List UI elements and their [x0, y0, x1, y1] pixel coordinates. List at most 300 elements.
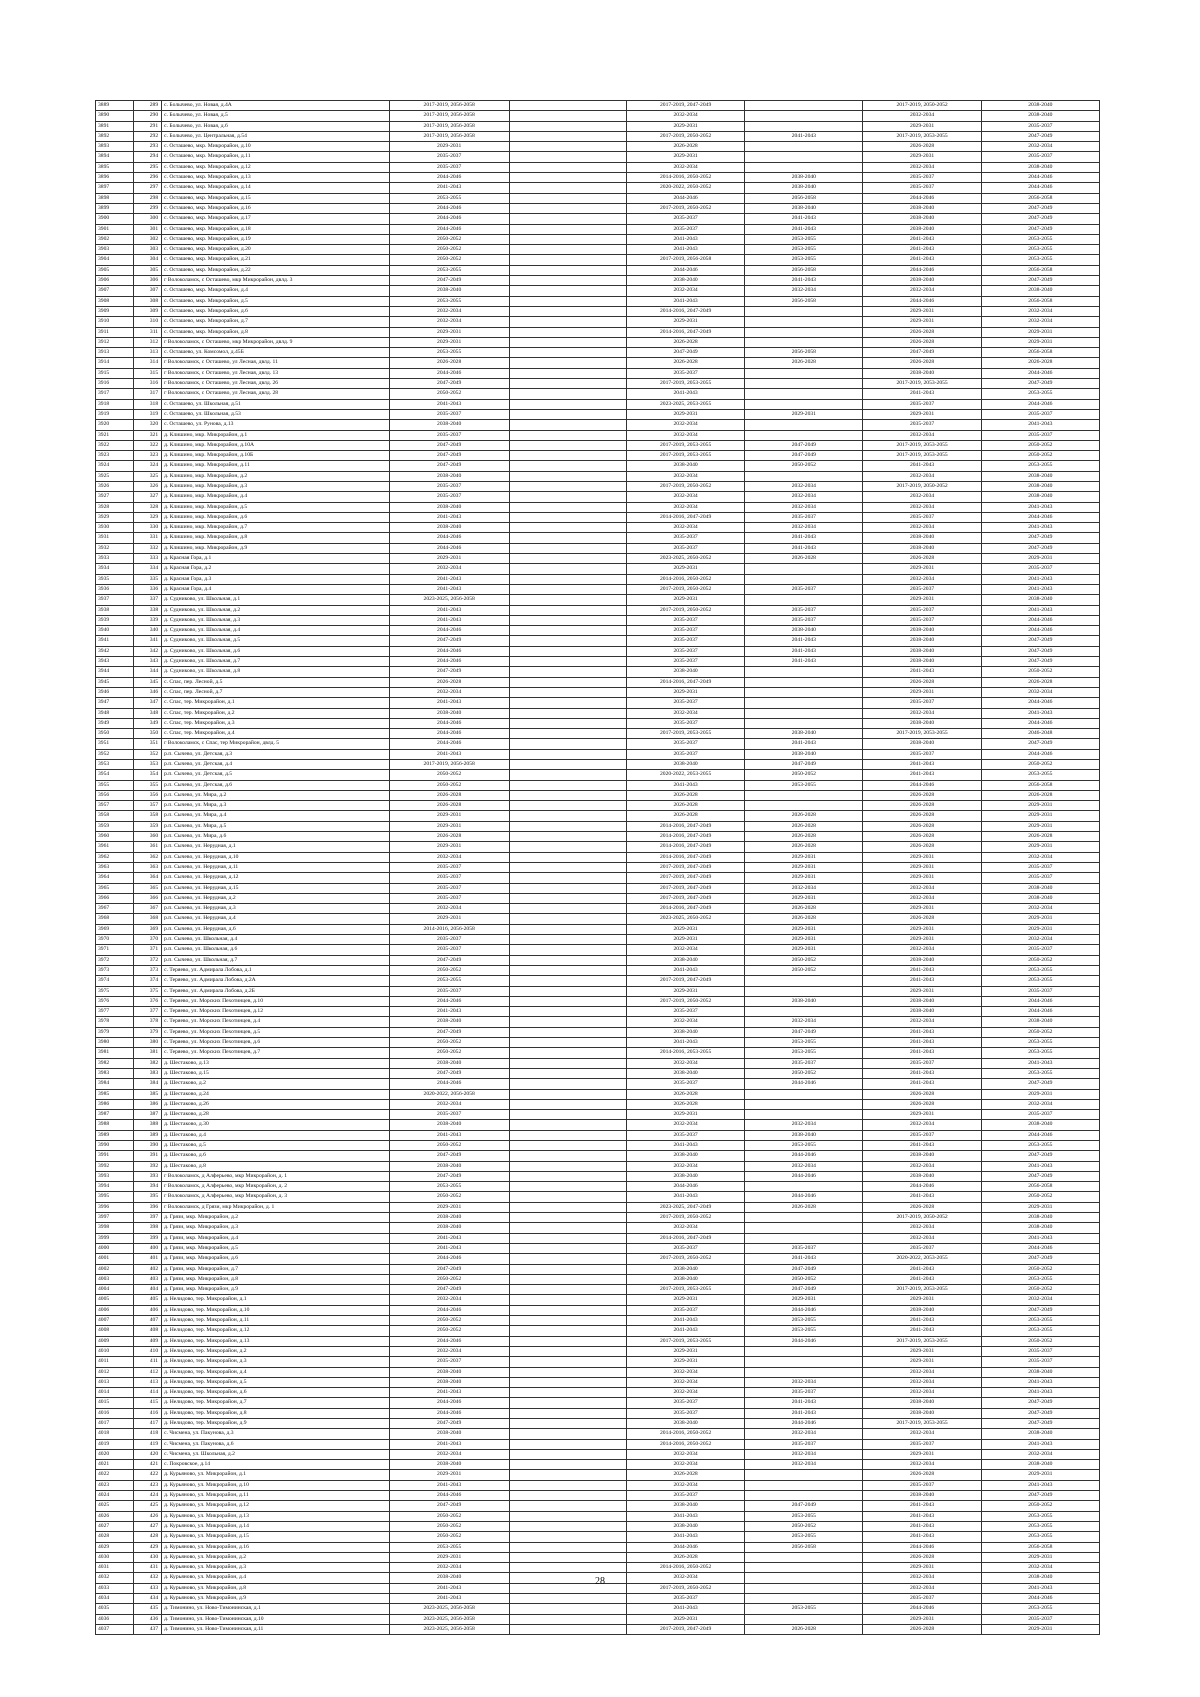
cell-period-d: 2032-2034: [745, 502, 863, 512]
cell-period-c: 2038-2040: [627, 1521, 745, 1531]
cell-period-e: 2038-2040: [863, 718, 981, 728]
cell-address: с. Спас, пер. Лесной, д.5: [162, 677, 389, 687]
cell-item-number: 333: [134, 554, 162, 564]
cell-period-e: 2035-2037: [863, 749, 981, 759]
cell-period-a: 2044-2046: [389, 657, 509, 667]
cell-period-e: 2038-2040: [863, 657, 981, 667]
cell-period-b: [509, 409, 626, 419]
cell-address: г Волоколамск, с Осташево, ул Лесная, двлд. 11: [162, 358, 389, 368]
cell-period-c: 2032-2034: [627, 945, 745, 955]
cell-period-c: 2035-2037: [627, 533, 745, 543]
cell-period-c: 2026-2028: [627, 142, 745, 152]
cell-period-c: 2017-2019, 2050-2052: [627, 481, 745, 491]
cell-period-c: 2041-2043: [627, 234, 745, 244]
cell-item-number: 368: [134, 914, 162, 924]
cell-period-e: 2041-2043: [863, 770, 981, 780]
cell-period-c: 2032-2034: [627, 420, 745, 430]
cell-address: д. Нелидово, тер. Микрорайон, д.13: [162, 1336, 389, 1346]
cell-period-e: 2041-2043: [863, 1264, 981, 1274]
cell-period-d: [745, 986, 863, 996]
table-row: [96, 626, 1100, 636]
cell-period-a: 2047-2049: [389, 1501, 509, 1511]
cell-item-number: 324: [134, 461, 162, 471]
table-row: [96, 1367, 1100, 1377]
cell-period-d: [745, 801, 863, 811]
cell-period-c: 2038-2040: [627, 1027, 745, 1037]
table-row: [96, 955, 1100, 965]
cell-period-c: 2014-2016, 2050-2052: [627, 173, 745, 183]
cell-item-number: 386: [134, 1099, 162, 1109]
cell-period-c: 2014-2016, 2047-2049: [627, 821, 745, 831]
cell-item-number: 318: [134, 399, 162, 409]
cell-period-c: 2041-2043: [627, 1604, 745, 1614]
cell-row-number: 3897: [96, 183, 134, 193]
cell-period-c: 2041-2043: [627, 1192, 745, 1202]
cell-address: д. Судниково, ул. Школьная, д.8: [162, 667, 389, 677]
cell-period-d: 2032-2034: [745, 481, 863, 491]
cell-period-c: 2035-2037: [627, 224, 745, 234]
cell-period-c: 2014-2016, 2047-2049: [627, 852, 745, 862]
cell-period-b: [509, 965, 626, 975]
cell-address: д. Курьяново, ул. Микрорайон, д.3: [162, 1563, 389, 1573]
cell-period-c: 2038-2040: [627, 955, 745, 965]
cell-period-e: 2035-2037: [863, 1130, 981, 1140]
cell-item-number: 413: [134, 1377, 162, 1387]
cell-period-f: 2041-2043: [981, 1480, 1099, 1490]
cell-period-e: 2032-2034: [863, 286, 981, 296]
cell-period-e: 2035-2037: [863, 420, 981, 430]
cell-period-b: [509, 492, 626, 502]
cell-period-a: 2047-2049: [389, 1068, 509, 1078]
cell-period-c: 2041-2043: [627, 965, 745, 975]
table-row: [96, 1130, 1100, 1140]
cell-period-d: 2053-2055: [745, 1140, 863, 1150]
cell-period-b: [509, 523, 626, 533]
cell-period-b: [509, 1429, 626, 1439]
cell-item-number: 404: [134, 1285, 162, 1295]
cell-period-d: 2053-2055: [745, 1048, 863, 1058]
cell-period-a: 2035-2037: [389, 883, 509, 893]
cell-address: д. Тимонино, ул. Ново-Тимонинская, д.11: [162, 1624, 389, 1634]
cell-period-e: 2041-2043: [863, 1326, 981, 1336]
cell-item-number: 319: [134, 409, 162, 419]
table-row: [96, 1171, 1100, 1181]
cell-period-c: 2032-2034: [627, 1573, 745, 1583]
cell-period-d: 2029-2031: [745, 852, 863, 862]
cell-period-d: 2026-2028: [745, 904, 863, 914]
cell-row-number: 3992: [96, 1161, 134, 1171]
cell-period-f: 2056-2058: [981, 1182, 1099, 1192]
cell-address: с. Осташево, мкр. Микрорайон, д.20: [162, 245, 389, 255]
cell-period-d: [745, 1233, 863, 1243]
cell-period-b: [509, 1316, 626, 1326]
cell-period-d: [745, 1491, 863, 1501]
cell-period-e: 2026-2028: [863, 358, 981, 368]
cell-address: д. Шестаково, д.28: [162, 1110, 389, 1120]
table-row: [96, 708, 1100, 718]
table-row: [96, 533, 1100, 543]
cell-period-c: 2032-2034: [627, 1377, 745, 1387]
cell-address: д. Судниково, ул. Школьная, д.6: [162, 646, 389, 656]
cell-period-a: 2035-2037: [389, 935, 509, 945]
cell-period-d: [745, 1594, 863, 1604]
cell-period-c: 2038-2040: [627, 276, 745, 286]
cell-period-e: 2017-2019, 2050-2052: [863, 1213, 981, 1223]
cell-row-number: 3975: [96, 986, 134, 996]
cell-period-e: 2035-2037: [863, 1058, 981, 1068]
cell-row-number: 4015: [96, 1398, 134, 1408]
table-row: [96, 677, 1100, 687]
cell-period-f: 2044-2046: [981, 183, 1099, 193]
cell-item-number: 310: [134, 317, 162, 327]
cell-row-number: 4018: [96, 1429, 134, 1439]
cell-row-number: 3991: [96, 1151, 134, 1161]
cell-period-b: [509, 760, 626, 770]
cell-period-e: 2038-2040: [863, 1007, 981, 1017]
cell-row-number: 3954: [96, 770, 134, 780]
cell-period-b: [509, 1285, 626, 1295]
cell-row-number: 3903: [96, 245, 134, 255]
cell-row-number: 3981: [96, 1048, 134, 1058]
cell-period-a: 2041-2043: [389, 574, 509, 584]
cell-period-c: 2035-2037: [627, 1007, 745, 1017]
cell-period-e: 2038-2040: [863, 1171, 981, 1181]
cell-period-c: 2029-2031: [627, 1295, 745, 1305]
cell-period-d: 2050-2052: [745, 965, 863, 975]
cell-item-number: 432: [134, 1573, 162, 1583]
cell-row-number: 3942: [96, 646, 134, 656]
cell-period-f: 2026-2028: [981, 677, 1099, 687]
cell-period-c: 2020-2022, 2050-2052: [627, 183, 745, 193]
cell-period-a: 2044-2046: [389, 739, 509, 749]
cell-address: с. Осташево, ул. Комсомол, д.45Б: [162, 348, 389, 358]
cell-period-f: 2029-2031: [981, 327, 1099, 337]
cell-period-f: 2038-2040: [981, 286, 1099, 296]
cell-period-e: 2029-2031: [863, 935, 981, 945]
cell-period-f: 2044-2046: [981, 626, 1099, 636]
cell-period-e: 2035-2037: [863, 1243, 981, 1253]
cell-period-e: 2041-2043: [863, 234, 981, 244]
table-row: [96, 667, 1100, 677]
cell-row-number: 3935: [96, 574, 134, 584]
cell-address: д. Судниково, ул. Школьная, д.1: [162, 595, 389, 605]
cell-period-f: 2032-2034: [981, 142, 1099, 152]
cell-period-d: 2041-2043: [745, 739, 863, 749]
cell-period-c: 2035-2037: [627, 646, 745, 656]
table-row: [96, 883, 1100, 893]
cell-item-number: 304: [134, 255, 162, 265]
table-row: [96, 574, 1100, 584]
cell-period-a: 2032-2034: [389, 1563, 509, 1573]
cell-period-a: 2032-2034: [389, 852, 509, 862]
cell-period-c: 2029-2031: [627, 986, 745, 996]
cell-period-a: 2044-2046: [389, 1254, 509, 1264]
table-row: [96, 945, 1100, 955]
cell-period-e: 2029-2031: [863, 1614, 981, 1624]
cell-row-number: 3907: [96, 286, 134, 296]
cell-period-a: 2047-2049: [389, 955, 509, 965]
cell-period-f: 2041-2043: [981, 1388, 1099, 1398]
cell-period-b: [509, 698, 626, 708]
cell-period-d: 2032-2034: [745, 523, 863, 533]
cell-row-number: 3900: [96, 214, 134, 224]
cell-address: с. Осташево, мкр. Микрорайон, д.22: [162, 265, 389, 275]
cell-period-b: [509, 389, 626, 399]
cell-row-number: 4012: [96, 1367, 134, 1377]
cell-period-e: 2026-2028: [863, 1470, 981, 1480]
table-row: [96, 1079, 1100, 1089]
cell-period-e: 2044-2046: [863, 1604, 981, 1614]
cell-item-number: 364: [134, 873, 162, 883]
cell-period-d: [745, 574, 863, 584]
cell-row-number: 3902: [96, 234, 134, 244]
cell-period-c: 2017-2019, 2056-2058: [627, 255, 745, 265]
cell-period-b: [509, 1614, 626, 1624]
table-row: [96, 245, 1100, 255]
cell-item-number: 398: [134, 1223, 162, 1233]
cell-row-number: 4005: [96, 1295, 134, 1305]
cell-item-number: 317: [134, 389, 162, 399]
table-row: [96, 1233, 1100, 1243]
table-row: [96, 1007, 1100, 1017]
table-row: [96, 173, 1100, 183]
cell-item-number: 356: [134, 790, 162, 800]
cell-period-c: 2029-2031: [627, 564, 745, 574]
table-row: [96, 760, 1100, 770]
cell-address: д. Судниково, ул. Школьная, д.5: [162, 636, 389, 646]
cell-item-number: 402: [134, 1264, 162, 1274]
cell-period-d: [745, 420, 863, 430]
cell-row-number: 3947: [96, 698, 134, 708]
cell-item-number: 326: [134, 481, 162, 491]
cell-period-f: 2053-2055: [981, 1511, 1099, 1521]
cell-item-number: 351: [134, 739, 162, 749]
cell-address: д. Клишино, мкр. Микрорайон, д.3: [162, 481, 389, 491]
cell-period-c: 2044-2046: [627, 1182, 745, 1192]
cell-period-a: 2035-2037: [389, 162, 509, 172]
cell-period-b: [509, 1079, 626, 1089]
cell-item-number: 307: [134, 286, 162, 296]
cell-address: с. Чисмена, ул. Пакунова, д.3: [162, 1429, 389, 1439]
cell-period-e: 2017-2019, 2053-2055: [863, 729, 981, 739]
cell-period-e: 2038-2040: [863, 626, 981, 636]
cell-period-f: 2041-2043: [981, 1377, 1099, 1387]
table-row: [96, 317, 1100, 327]
cell-period-d: 2038-2040: [745, 626, 863, 636]
cell-address: д. Курьяново, ул. Микрорайон, д.16: [162, 1542, 389, 1552]
cell-period-b: [509, 451, 626, 461]
cell-item-number: 342: [134, 646, 162, 656]
cell-period-a: 2032-2034: [389, 1099, 509, 1109]
cell-period-c: 2032-2034: [627, 1017, 745, 1027]
cell-period-e: 2032-2034: [863, 883, 981, 893]
cell-period-d: 2032-2034: [745, 883, 863, 893]
cell-period-a: 2044-2046: [389, 224, 509, 234]
cell-period-d: [745, 121, 863, 131]
cell-period-b: [509, 657, 626, 667]
cell-address: р.п. Сычево, ул. Школьная, д.6: [162, 945, 389, 955]
cell-address: д. Нелидово, тер. Микрорайон, д.10: [162, 1305, 389, 1315]
cell-period-e: 2026-2028: [863, 914, 981, 924]
cell-row-number: 4004: [96, 1285, 134, 1295]
cell-period-b: [509, 234, 626, 244]
cell-period-d: 2041-2043: [745, 636, 863, 646]
cell-period-c: 2014-2016, 2050-2052: [627, 1429, 745, 1439]
cell-period-f: 2041-2043: [981, 1058, 1099, 1068]
cell-period-e: 2032-2034: [863, 471, 981, 481]
cell-period-a: 2038-2040: [389, 1460, 509, 1470]
cell-address: д. Курьяново, ул. Микрорайон, д.9: [162, 1594, 389, 1604]
cell-period-f: 2029-2031: [981, 801, 1099, 811]
cell-period-e: 2038-2040: [863, 368, 981, 378]
cell-period-c: 2038-2040: [627, 760, 745, 770]
cell-period-a: 2044-2046: [389, 996, 509, 1006]
cell-address: с. Теряево, ул. Морских Пехотинцев, д.7: [162, 1048, 389, 1058]
cell-row-number: 3946: [96, 687, 134, 697]
cell-row-number: 4027: [96, 1521, 134, 1531]
table-row: [96, 481, 1100, 491]
cell-item-number: 376: [134, 996, 162, 1006]
cell-item-number: 400: [134, 1243, 162, 1253]
table-row: [96, 832, 1100, 842]
cell-period-a: 2032-2034: [389, 904, 509, 914]
cell-item-number: 384: [134, 1079, 162, 1089]
cell-period-f: 2053-2055: [981, 1316, 1099, 1326]
table-row: [96, 1068, 1100, 1078]
cell-period-a: 2029-2031: [389, 914, 509, 924]
cell-period-c: 2035-2037: [627, 1130, 745, 1140]
cell-period-f: 2032-2034: [981, 1099, 1099, 1109]
cell-period-b: [509, 142, 626, 152]
cell-period-a: 2038-2040: [389, 1367, 509, 1377]
table-row: [96, 142, 1100, 152]
cell-period-a: 2044-2046: [389, 646, 509, 656]
cell-period-d: 2026-2028: [745, 358, 863, 368]
cell-period-d: 2038-2040: [745, 996, 863, 1006]
cell-period-a: 2050-2052: [389, 1511, 509, 1521]
cell-period-c: 2017-2019, 2053-2055: [627, 1285, 745, 1295]
cell-row-number: 3966: [96, 893, 134, 903]
cell-period-c: 2029-2031: [627, 687, 745, 697]
cell-address: д. Клишино, мкр. Микрорайон, д.10А: [162, 440, 389, 450]
cell-period-f: 2032-2034: [981, 904, 1099, 914]
cell-period-f: 2029-2031: [981, 924, 1099, 934]
cell-period-d: 2056-2058: [745, 348, 863, 358]
table-row: [96, 1470, 1100, 1480]
cell-period-c: 2032-2034: [627, 1058, 745, 1068]
cell-period-a: 2047-2049: [389, 379, 509, 389]
cell-period-c: 2032-2034: [627, 111, 745, 121]
cell-address: р.п. Сычево, ул. Нерудная, д.4: [162, 914, 389, 924]
cell-period-d: 2044-2046: [745, 1151, 863, 1161]
cell-period-c: 2029-2031: [627, 317, 745, 327]
cell-period-f: 2047-2049: [981, 214, 1099, 224]
cell-period-b: [509, 286, 626, 296]
cell-row-number: 4014: [96, 1388, 134, 1398]
table-row: [96, 1552, 1100, 1562]
cell-address: д. Клишино, мкр. Микрорайон, д.11: [162, 461, 389, 471]
cell-row-number: 3953: [96, 760, 134, 770]
cell-period-e: 2029-2031: [863, 121, 981, 131]
cell-address: д. Шестаково, д.2: [162, 1079, 389, 1089]
cell-address: д. Красная Гора, д.4: [162, 584, 389, 594]
cell-period-b: [509, 173, 626, 183]
cell-period-b: [509, 1419, 626, 1429]
cell-period-d: 2041-2043: [745, 131, 863, 141]
cell-period-f: 2044-2046: [981, 996, 1099, 1006]
cell-address: д. Нелидово, тер. Микрорайон, д.7: [162, 1398, 389, 1408]
cell-period-f: 2035-2037: [981, 1346, 1099, 1356]
cell-period-f: 2035-2037: [981, 430, 1099, 440]
cell-period-b: [509, 1532, 626, 1542]
table-row: [96, 1357, 1100, 1367]
table-row: [96, 1439, 1100, 1449]
cell-row-number: 4020: [96, 1449, 134, 1459]
cell-item-number: 321: [134, 430, 162, 440]
cell-item-number: 358: [134, 811, 162, 821]
cell-address: д. Шестаково, д.13: [162, 1058, 389, 1068]
cell-period-e: 2044-2046: [863, 780, 981, 790]
cell-period-d: [745, 1089, 863, 1099]
cell-row-number: 3927: [96, 492, 134, 502]
cell-period-d: [745, 718, 863, 728]
cell-period-b: [509, 1027, 626, 1037]
cell-row-number: 4033: [96, 1583, 134, 1593]
cell-period-a: 2038-2040: [389, 1058, 509, 1068]
cell-address: с. Болычево, ул. Новая, д.5: [162, 111, 389, 121]
cell-address: с. Осташево, мкр. Микрорайон, д.4: [162, 286, 389, 296]
cell-period-d: 2026-2028: [745, 842, 863, 852]
cell-period-e: 2038-2040: [863, 1408, 981, 1418]
cell-item-number: 354: [134, 770, 162, 780]
cell-period-b: [509, 471, 626, 481]
table-row: [96, 1058, 1100, 1068]
cell-period-a: 2041-2043: [389, 1243, 509, 1253]
cell-period-b: [509, 512, 626, 522]
cell-period-e: 2026-2028: [863, 677, 981, 687]
cell-period-c: 2017-2019, 2053-2055: [627, 379, 745, 389]
table-row: [96, 492, 1100, 502]
cell-item-number: 420: [134, 1449, 162, 1459]
cell-period-c: 2035-2037: [627, 615, 745, 625]
table-row: [96, 873, 1100, 883]
cell-period-d: [745, 790, 863, 800]
cell-row-number: 4022: [96, 1470, 134, 1480]
table-row: [96, 615, 1100, 625]
cell-period-e: 2041-2043: [863, 1048, 981, 1058]
cell-period-e: 2035-2037: [863, 183, 981, 193]
cell-row-number: 3994: [96, 1182, 134, 1192]
table-row: [96, 101, 1100, 111]
cell-period-b: [509, 1480, 626, 1490]
schedule-table-body: [96, 101, 1100, 1635]
cell-period-c: 2017-2019, 2053-2055: [627, 729, 745, 739]
cell-item-number: 401: [134, 1254, 162, 1264]
cell-period-a: 2035-2037: [389, 152, 509, 162]
cell-period-f: 2047-2049: [981, 276, 1099, 286]
cell-period-d: 2053-2055: [745, 1511, 863, 1521]
cell-period-f: 2035-2037: [981, 986, 1099, 996]
cell-period-a: 2029-2031: [389, 1470, 509, 1480]
cell-period-e: 2029-2031: [863, 873, 981, 883]
cell-period-a: 2041-2043: [389, 615, 509, 625]
cell-period-b: [509, 543, 626, 553]
cell-period-f: 2038-2040: [981, 1223, 1099, 1233]
cell-period-a: 2038-2040: [389, 1429, 509, 1439]
cell-period-e: 2035-2037: [863, 512, 981, 522]
cell-period-f: 2032-2034: [981, 1295, 1099, 1305]
cell-period-c: 2017-2019, 2050-2052: [627, 1583, 745, 1593]
